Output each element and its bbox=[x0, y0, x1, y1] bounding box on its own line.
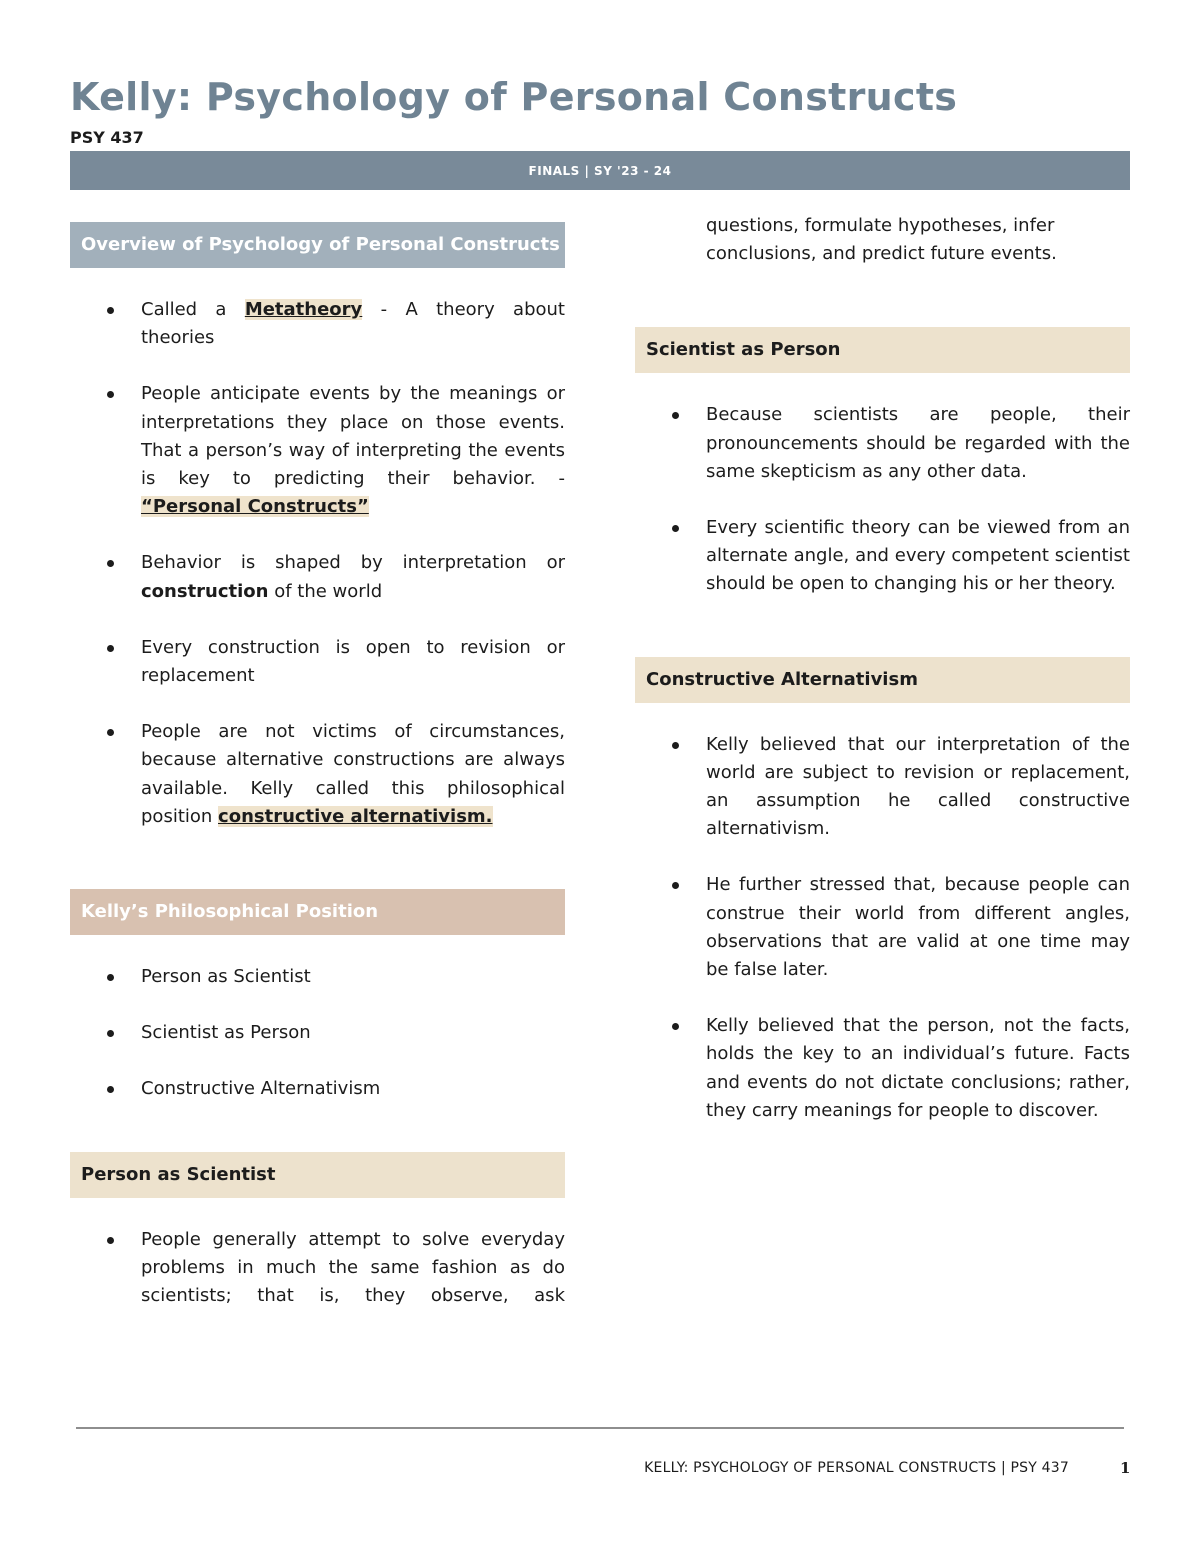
list-item bbox=[70, 296, 565, 352]
construction-term: construction bbox=[141, 580, 269, 602]
bullet-text: He further stressed that, because people can construe their world from different angles, observations that are valid at one time may be false later. bbox=[706, 874, 1130, 981]
constructive-bullet-list bbox=[635, 731, 1130, 1125]
list-item bbox=[635, 212, 1130, 268]
list-item bbox=[70, 380, 565, 521]
position-bullet-list bbox=[70, 963, 565, 1104]
list-item bbox=[635, 731, 1130, 844]
bullet-text: Person as Scientist bbox=[141, 966, 311, 988]
list-item bbox=[70, 1075, 565, 1103]
bullet-text: People anticipate events by the meanings or interpretations they place on those events. That a person’s way of interpreting the events is key to predicting their behavior. - bbox=[141, 383, 565, 490]
bullet-text: People generally attempt to solve everyday problems in much the same fashion as do scientists; that is, they observe, ask bbox=[141, 1228, 565, 1307]
section-heading-scientist-as-person: Scientist as Person bbox=[635, 327, 1130, 373]
course-code: PSY 437 bbox=[70, 128, 144, 147]
constructive-alternativism-term: constructive alternativism. bbox=[218, 805, 493, 827]
list-item bbox=[635, 514, 1130, 599]
list-item bbox=[70, 963, 565, 991]
list-item bbox=[635, 871, 1130, 984]
bullet-text: Kelly believed that our interpretation of the world are subject to revision or replacement, an assumption he called constructive alternativism. bbox=[706, 733, 1130, 840]
list-item bbox=[70, 549, 565, 605]
document-title: Kelly: Psychology of Personal Constructs bbox=[70, 75, 958, 119]
bullet-text: People are not victims of circumstances, because alternative constructions are always available. Kelly called this philosophical position bbox=[141, 721, 565, 827]
section-heading-philosophical-position: Kelly’s Philosophical Position bbox=[70, 889, 565, 935]
page-number: 1 bbox=[1120, 1459, 1131, 1477]
bullet-text: Every scientific theory can be viewed from an alternate angle, and every competent scientist should be open to changing his or her theory. bbox=[706, 517, 1130, 595]
bullet-text: Scientist as Person bbox=[141, 1022, 311, 1044]
list-item bbox=[70, 634, 565, 690]
bullet-text: Every construction is open to revision or replacement bbox=[141, 636, 565, 687]
bullet-text: Kelly believed that the person, not the facts, holds the key to an individual’s future. Facts and events do not dictate conclusions; rather, they carry meanings for people to discover. bbox=[706, 1015, 1130, 1121]
overview-bullet-list bbox=[70, 296, 565, 831]
finals-banner: FINALS | SY '23 - 24 bbox=[70, 151, 1130, 190]
person-scientist-bullet-list bbox=[70, 1226, 565, 1311]
list-item bbox=[635, 1012, 1130, 1125]
personal-constructs-term: “Personal Constructs” bbox=[141, 496, 369, 518]
bullet-text: - A theory about theories bbox=[141, 299, 565, 349]
list-item bbox=[70, 1019, 565, 1047]
bullet-text: of the world bbox=[268, 580, 383, 602]
bullet-text: Because scientists are people, their pronouncements should be regarded with the same skepticism as any other data. bbox=[706, 404, 1130, 482]
footer-running-title: KELLY: PSYCHOLOGY OF PERSONAL CONSTRUCTS | PSY 437 bbox=[644, 1460, 1069, 1476]
continuation-text bbox=[635, 212, 1130, 268]
section-heading-overview: Overview of Psychology of Personal Constructs bbox=[70, 222, 565, 268]
footer-divider bbox=[76, 1427, 1124, 1429]
bullet-text: Constructive Alternativism bbox=[141, 1078, 381, 1100]
right-column bbox=[635, 212, 1130, 1125]
section-heading-person-as-scientist: Person as Scientist bbox=[70, 1152, 565, 1198]
bullet-text: Called a bbox=[141, 299, 245, 320]
scientist-person-bullet-list bbox=[635, 401, 1130, 598]
metatheory-term: Metatheory bbox=[244, 299, 363, 320]
left-column bbox=[70, 222, 565, 1310]
list-item bbox=[635, 401, 1130, 486]
list-item bbox=[70, 1226, 565, 1311]
list-item bbox=[70, 718, 565, 831]
bullet-text: Behavior is shaped by interpretation or bbox=[141, 552, 565, 574]
section-heading-constructive-alternativism: Constructive Alternativism bbox=[635, 657, 1130, 703]
bullet-text: questions, formulate hypotheses, infer conclusions, and predict future events. bbox=[706, 215, 1057, 265]
